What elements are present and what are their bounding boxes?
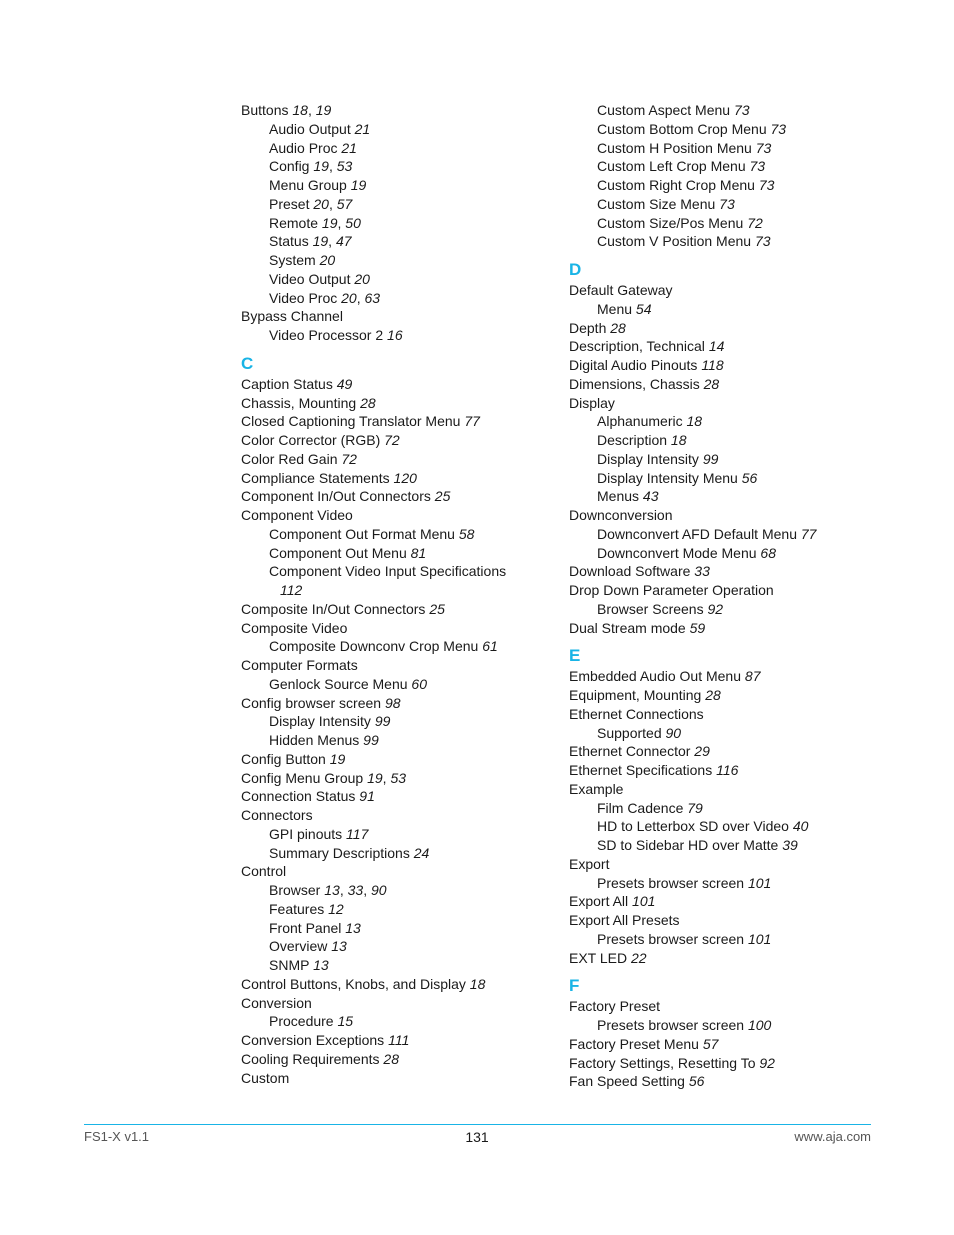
index-term: Video Processor 2 [269,327,384,343]
index-subentry [569,836,889,855]
index-entry [241,450,561,469]
page-reference-link[interactable]: 19 [313,158,329,175]
index-subentry [241,270,561,289]
index-term: Remote [269,214,319,231]
section-letter: E [569,646,581,666]
index-term: Display Intensity [269,713,371,730]
index-entry [569,949,889,968]
index-subentry [569,817,889,836]
index-subentry [569,724,889,743]
index-term: Embedded Audio Out Menu [569,668,742,685]
index-entry [241,750,561,769]
index-term: Config Menu Group [241,769,364,786]
page-reference-link[interactable]: 12 [328,900,344,917]
page-reference-link[interactable]: 14 [708,338,725,355]
index-subentry [241,919,561,938]
page-reference-link[interactable]: 116 [716,762,739,778]
index-entry [569,375,889,394]
index-entry [241,600,561,619]
index-entry [569,742,889,761]
index-term: Audio Proc [269,139,338,156]
index-term: Control [241,863,287,880]
index-subentry [241,956,561,975]
page-reference-link[interactable]: 20 [313,195,329,212]
page-reference-link[interactable]: 90 [370,882,387,898]
page-reference-link[interactable]: 59 [689,619,706,636]
index-term: Fan Speed Setting [569,1073,685,1090]
index-term: Factory Preset Menu [569,1035,699,1052]
index-term: Config [269,158,310,175]
index-entry [569,1072,889,1091]
index-subentry [241,120,561,139]
page-reference-link[interactable]: 13 [331,938,347,955]
index-subentry [569,874,889,893]
page-reference-link[interactable]: 92 [759,1054,775,1071]
index-entry [569,562,889,581]
index-subentry [241,176,561,195]
index-subentry [569,525,889,544]
index-term: Procedure [269,1013,334,1030]
index-entry [241,862,561,881]
page-reference-link[interactable]: 73 [749,158,766,175]
index-term: Ethernet Connector [569,743,691,760]
index-subentry [241,326,561,345]
index-term: Audio Output [269,120,351,137]
index-entry: Config Menu Group 19, 53 [241,769,407,786]
page-reference-link[interactable]: 91 [359,788,375,805]
page-reference-link[interactable]: 90 [665,724,682,741]
index-term: Digital Audio Pinouts [569,357,698,373]
index-term: Chassis, Mounting [241,394,357,411]
index-term: Dimensions, Chassis [569,375,700,392]
index-term: Video Proc [269,289,338,306]
index-subentry [241,712,561,731]
page-reference-link[interactable]: 101 [747,930,772,947]
index-subentry [569,431,889,450]
index-entry [241,506,561,525]
index-entry [569,761,889,780]
page-reference-link[interactable]: 21 [354,120,371,137]
index-subentry [241,825,561,844]
index-entry [241,307,561,326]
index-entry [569,911,889,930]
index-subentry [569,300,889,319]
index-subentry [569,232,889,251]
index-term: SNMP [269,957,310,973]
page-reference-link[interactable]: 77 [464,413,480,430]
footer-rule [84,1124,871,1125]
page-reference-link[interactable]: 101 [632,893,656,910]
page-reference-link[interactable]: 19 [367,769,383,786]
index-term: Status [269,233,309,250]
index-entry: Buttons 18, 19 [241,102,332,118]
index-term: Custom V Position Menu [597,233,752,250]
page-reference-link[interactable]: 118 [701,357,724,373]
index-subentry [569,101,889,120]
index-entry [241,1031,561,1050]
index-subentry [569,176,889,195]
index-subentry [569,600,889,619]
index-term: Component Out Format Menu [269,525,455,542]
page-reference-link[interactable]: 54 [635,300,652,317]
footer-website: www.aja.com [794,1129,871,1144]
index-term: Composite Video [241,619,348,636]
index-term: Features [269,900,325,917]
index-term: GPI pinouts [269,825,343,842]
page-reference-link[interactable]: 53 [390,769,407,786]
index-term: Description [597,432,668,448]
page-reference-link[interactable]: 18 [292,102,308,118]
index-term: Buttons [241,102,289,118]
index-entry [569,686,889,705]
index-term: Export All [569,893,629,910]
index-entry [569,892,889,911]
page-reference-link[interactable]: 20 [319,252,336,268]
index-entry [241,469,561,488]
page-reference-link[interactable]: 28 [705,687,721,703]
index-entry [241,431,561,450]
index-subentry [569,412,889,431]
index-entry [569,581,889,600]
index-term: Drop Down Parameter Operation [569,582,774,598]
page-reference-link[interactable]: 28 [383,1050,399,1067]
index-subentry [241,844,561,863]
page-reference-link[interactable]: 92 [707,600,724,617]
index-subentry [569,544,889,563]
index-entry [569,281,889,300]
page-reference-link[interactable]: 111 [388,1032,410,1048]
page-reference-link[interactable]: 73 [770,120,787,137]
page-reference-link[interactable]: 25 [429,600,445,617]
index-term: Download Software [569,563,691,580]
page-reference-link[interactable]: 57 [336,195,353,212]
page-reference-link[interactable]: 13 [324,882,340,898]
index-term: Export All Presets [569,912,680,928]
index-subentry [241,139,561,158]
index-entry [241,1069,561,1088]
page-reference-link[interactable]: 56 [741,469,758,486]
index-entry [569,619,889,638]
page-reference-link[interactable]: 112 [280,582,303,598]
index-term: System [269,252,316,268]
index-term: Downconversion [569,507,673,523]
index-term: Conversion Exceptions [241,1032,385,1048]
index-entry [241,656,561,675]
page-reference-link[interactable]: 22 [631,949,647,966]
index-subentry [569,930,889,949]
index-entry [569,319,889,338]
index-subentry: Video Proc 20, 63 [269,289,381,306]
page-reference-link[interactable]: 117 [346,825,369,842]
page-reference-link[interactable]: 100 [747,1017,772,1033]
page-reference-link[interactable]: 63 [364,289,381,306]
page-reference-link[interactable]: 40 [792,818,809,835]
page-reference-link[interactable]: 81 [410,544,427,561]
page-reference-link[interactable]: 68 [760,544,776,561]
index-entry [241,975,561,994]
page-reference-link[interactable]: 99 [363,732,379,748]
footer-doc-version: FS1-X v1.1 [84,1129,150,1144]
index-entry [569,337,889,356]
index-term: Presets browser screen [597,930,745,947]
page-reference-link[interactable]: 79 [687,799,703,816]
index-term: Cooling Requirements [241,1050,380,1067]
page-reference-link[interactable]: 33 [694,563,710,580]
page-reference-link[interactable]: 98 [384,694,401,711]
index-term: Downconvert AFD Default Menu [597,525,797,542]
index-term: Color Corrector (RGB) [241,432,381,448]
page-reference-link[interactable]: 60 [411,675,427,692]
index-entry [569,506,889,525]
index-entry [241,806,561,825]
index-term: Config browser screen [241,694,382,711]
index-term: Custom Size/Pos Menu [597,214,744,231]
page-reference-link[interactable]: 47 [335,233,352,250]
index-term: Display Intensity [597,450,699,467]
index-subentry [569,1016,889,1035]
page-reference-link[interactable]: 16 [387,327,403,343]
index-subentry [569,450,889,469]
index-term: Caption Status [241,375,333,392]
index-term: Depth [569,319,607,336]
page-reference-link[interactable]: 73 [755,139,772,156]
index-subentry [241,1012,561,1031]
index-term: Presets browser screen [597,874,745,891]
index-entry [241,619,561,638]
index-term: Equipment, Mounting [569,687,702,703]
index-term: Component Video Input Specifications [269,563,507,580]
index-entry [241,394,561,413]
page-reference-link[interactable]: 18 [469,975,486,992]
page-reference-link[interactable]: 29 [694,743,710,760]
page-reference-link[interactable]: 72 [341,450,357,467]
index-entry [241,787,561,806]
index-column-left [241,101,561,1087]
page-reference-link[interactable]: 43 [642,488,659,505]
index-term: Connection Status [241,788,356,805]
index-term: Front Panel [269,919,342,936]
index-subentry: Config 19, 53 [269,158,353,175]
index-term: Film Cadence [597,799,684,816]
index-term: Overview [269,938,328,955]
page-reference-link[interactable]: 20 [341,289,357,306]
index-subentry [241,637,561,656]
index-term: Component Out Menu [269,544,407,561]
index-entry [569,705,889,724]
index-term: Alphanumeric [597,413,683,430]
index-term: Browser Screens [597,600,704,617]
index-term: Connectors [241,807,313,823]
index-subentry [241,937,561,956]
index-entry [569,1054,889,1073]
index-term: Closed Captioning Translator Menu [241,413,461,430]
page-reference-link[interactable]: 58 [458,525,475,542]
page-reference-link[interactable]: 61 [482,638,498,655]
index-term: Component In/Out Connectors [241,488,431,505]
page-reference-link[interactable]: 18 [670,432,687,448]
page-reference-link[interactable]: 120 [393,469,417,486]
page-reference-link[interactable]: 101 [747,874,772,891]
index-subentry: Status 19, 47 [269,233,352,250]
index-subentry [241,581,561,600]
index-term: Presets browser screen [597,1017,745,1033]
index-term: Preset [269,195,310,212]
index-subentry [569,799,889,818]
index-entry [241,412,561,431]
index-term: Custom H Position Menu [597,139,752,156]
page-reference-link[interactable]: 15 [337,1013,354,1030]
page-reference-link[interactable]: 73 [719,195,735,212]
index-term: Display [569,394,615,411]
index-term: HD to Letterbox SD over Video [597,818,789,835]
index-term: Display Intensity Menu [597,469,738,486]
page-reference-link[interactable]: 77 [800,525,817,542]
index-entry [241,1050,561,1069]
page-reference-link[interactable]: 99 [374,713,391,730]
index-entry [569,667,889,686]
index-term: Menu [597,300,633,317]
page-reference-link[interactable]: 19 [312,233,329,250]
index-term: Description, Technical [569,338,705,355]
index-entry [569,394,889,413]
index-term: Genlock Source Menu [269,675,408,692]
index-term: Custom Bottom Crop Menu [597,120,767,137]
page-reference-link[interactable]: 20 [354,270,370,287]
index-subentry [241,544,561,563]
index-term: Ethernet Specifications [569,762,713,778]
index-term: Dual Stream mode [569,619,686,636]
page-reference-link[interactable]: 13 [313,957,329,973]
index-subentry [241,562,561,581]
index-term: Menu Group [269,177,347,193]
index-term: Downconvert Mode Menu [597,544,757,561]
page-reference-link[interactable]: 25 [434,488,451,505]
index-column-right [569,101,889,1091]
index-entry [241,694,561,713]
index-subentry [241,251,561,270]
index-entry [569,997,889,1016]
index-term: Custom Right Crop Menu [597,177,755,193]
index-term: Component Video [241,507,353,523]
index-term: Factory Settings, Resetting To [569,1054,756,1071]
index-term: Custom Aspect Menu [597,102,731,118]
page-reference-link[interactable]: 73 [754,233,771,250]
index-term: Menus [597,488,640,505]
page-reference-link[interactable]: 99 [702,450,719,467]
index-term: Composite Downconv Crop Menu [269,638,479,655]
index-term: Custom [241,1069,290,1086]
index-term: Color Red Gain [241,450,338,467]
index-term: Compliance Statements [241,469,390,486]
page-reference-link[interactable]: 72 [384,432,400,448]
index-subentry [569,120,889,139]
page-reference-link[interactable]: 18 [686,413,703,430]
page-reference-link[interactable]: 21 [341,139,357,156]
index-subentry: Browser 13, 33, 90 [269,882,387,898]
page-reference-link[interactable]: 50 [345,214,361,231]
page-reference-link[interactable]: 19 [321,214,338,231]
index-term: EXT LED [569,949,628,966]
index-term: Conversion [241,994,312,1011]
index-term: Supported [597,724,662,741]
page-reference-link[interactable]: 72 [747,214,763,231]
index-term: Default Gateway [569,282,673,298]
index-term: Custom Left Crop Menu [597,158,746,175]
index-subentry [569,469,889,488]
index-term: SD to Sidebar HD over Matte [597,837,779,853]
index-term: Ethernet Connections [569,705,704,722]
page-reference-link[interactable]: 56 [688,1073,705,1090]
index-entry [569,780,889,799]
index-entry [569,356,889,375]
index-subentry [569,139,889,158]
index-entry [241,487,561,506]
page-reference-link[interactable]: 28 [360,394,376,411]
page-reference-link[interactable]: 73 [733,102,750,118]
page-reference-link[interactable]: 57 [702,1035,719,1052]
page-reference-link[interactable]: 39 [782,837,798,853]
page-reference-link[interactable]: 87 [744,668,761,685]
index-term: Browser [269,882,321,898]
index-term: Custom Size Menu [597,195,716,212]
index-term: Control Buttons, Knobs, and Display [241,975,466,992]
index-entry [241,375,561,394]
index-subentry: Remote 19, 50 [269,214,361,231]
index-subentry [241,900,561,919]
page-reference-link[interactable]: 19 [315,102,332,118]
footer-page-number: 131 [465,1129,489,1145]
index-term: Bypass Channel [241,308,343,325]
index-subentry: Preset 20, 57 [269,195,353,212]
page-reference-link[interactable]: 53 [336,158,353,175]
page-reference-link[interactable]: 33 [347,882,364,898]
index-subentry [241,525,561,544]
index-subentry [569,157,889,176]
index-term: Composite In/Out Connectors [241,600,426,617]
index-entry [569,1035,889,1054]
page-reference-link[interactable]: 19 [329,750,346,767]
index-term: Hidden Menus [269,732,360,748]
page-reference-link[interactable]: 28 [610,319,626,336]
section-letter: D [569,260,582,279]
index-entry [241,994,561,1013]
index-subentry [241,675,561,694]
page-reference-link[interactable]: 28 [703,375,720,392]
index-term: Computer Formats [241,657,358,673]
index-term: Factory Preset [569,998,661,1015]
page-reference-link[interactable]: 19 [350,177,367,193]
section-letter: C [241,353,254,373]
index-subentry [569,195,889,214]
index-subentry [241,731,561,750]
index-subentry [569,214,889,233]
index-term: Export [569,855,610,872]
index-subentry [569,487,889,506]
page-reference-link[interactable]: 24 [413,844,430,861]
index-term: Summary Descriptions [269,844,410,861]
page-reference-link[interactable]: 13 [345,919,361,936]
index-term: Example [569,780,624,797]
index-term: Video Output [269,270,351,287]
page-reference-link[interactable]: 49 [336,375,353,392]
index-term: Config Button [241,750,326,767]
section-letter: F [569,976,580,996]
index-entry [569,855,889,874]
page-reference-link[interactable]: 73 [758,177,775,193]
